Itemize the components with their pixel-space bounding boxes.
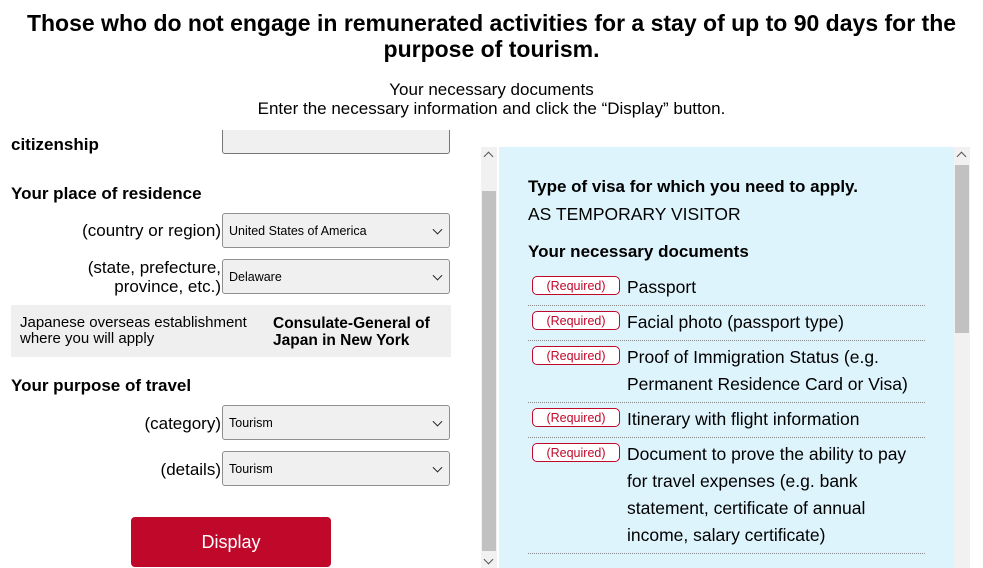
form-scrollbar-thumb[interactable] [482,191,496,551]
details-label: (details) [160,460,221,479]
document-name: Itinerary with flight information [627,409,860,429]
chevron-down-icon[interactable] [484,555,494,565]
details-select[interactable] [222,451,450,486]
details-select-value: Tourism [229,461,273,476]
establishment-box [11,305,451,357]
results-scrollbar-thumb[interactable] [955,165,969,333]
docs-heading: Your necessary documents [528,242,749,261]
category-select[interactable] [222,405,450,440]
visa-type-label: Type of visa for which you need to apply. [528,177,858,196]
list-item [528,271,925,306]
list-item [528,438,925,554]
country-label: (country or region) [82,221,221,240]
list-item [528,403,925,438]
required-badge: (Required) [532,311,620,330]
form-scrollbar[interactable] [481,147,497,568]
visa-type-value: AS TEMPORARY VISITOR [528,204,741,224]
state-label-line2: province, etc.) [114,277,221,296]
results-scrollbar[interactable] [954,147,970,568]
country-select[interactable] [222,213,450,248]
document-name: Document to prove the ability to pay for travel expenses (e.g. bank statement, certificate of annual income, salary certificate) [627,444,907,545]
chevron-up-icon[interactable] [484,152,494,162]
visa-form [0,130,470,568]
intro-text [0,80,983,118]
citizenship-select[interactable] [222,130,450,154]
instruction: Enter the necessary information and click the “Display” button. [257,99,726,118]
state-label-line1: (state, prefecture, [87,258,221,277]
results-panel [499,147,954,568]
category-select-value: Tourism [229,415,273,430]
required-badge: (Required) [532,443,620,462]
state-select-value: Delaware [229,269,282,284]
required-badge: (Required) [532,276,620,295]
page-title: Those who do not engage in remunerated activities for a stay of up to 90 days for the purpose of tourism. [26,10,957,62]
document-name: Proof of Immigration Status (e.g. Permanent Residence Card or Visa) [627,347,908,394]
list-item [528,306,925,341]
display-button[interactable]: Display [131,517,331,567]
required-badge: (Required) [532,408,620,427]
country-select-value: United States of America [229,223,367,238]
document-list [528,271,925,554]
category-label: (category) [144,414,221,433]
chevron-down-icon [433,270,443,280]
state-label [10,258,221,296]
chevron-down-icon [433,462,443,472]
chevron-down-icon [433,224,443,234]
establishment-value: Consulate-General of Japan in New York [273,315,430,349]
required-badge: (Required) [532,346,620,365]
document-name: Passport [627,277,697,297]
purpose-heading: Your purpose of travel [11,376,192,395]
citizenship-label: citizenship [11,135,99,154]
chevron-up-icon[interactable] [957,152,967,162]
residence-heading: Your place of residence [11,184,202,203]
establishment-label: Japanese overseas establishment where you will apply [20,314,247,347]
subtitle: Your necessary documents [389,80,594,99]
list-item [528,341,925,403]
document-name: Facial photo (passport type) [627,312,844,332]
state-select[interactable] [222,259,450,294]
chevron-down-icon [433,416,443,426]
